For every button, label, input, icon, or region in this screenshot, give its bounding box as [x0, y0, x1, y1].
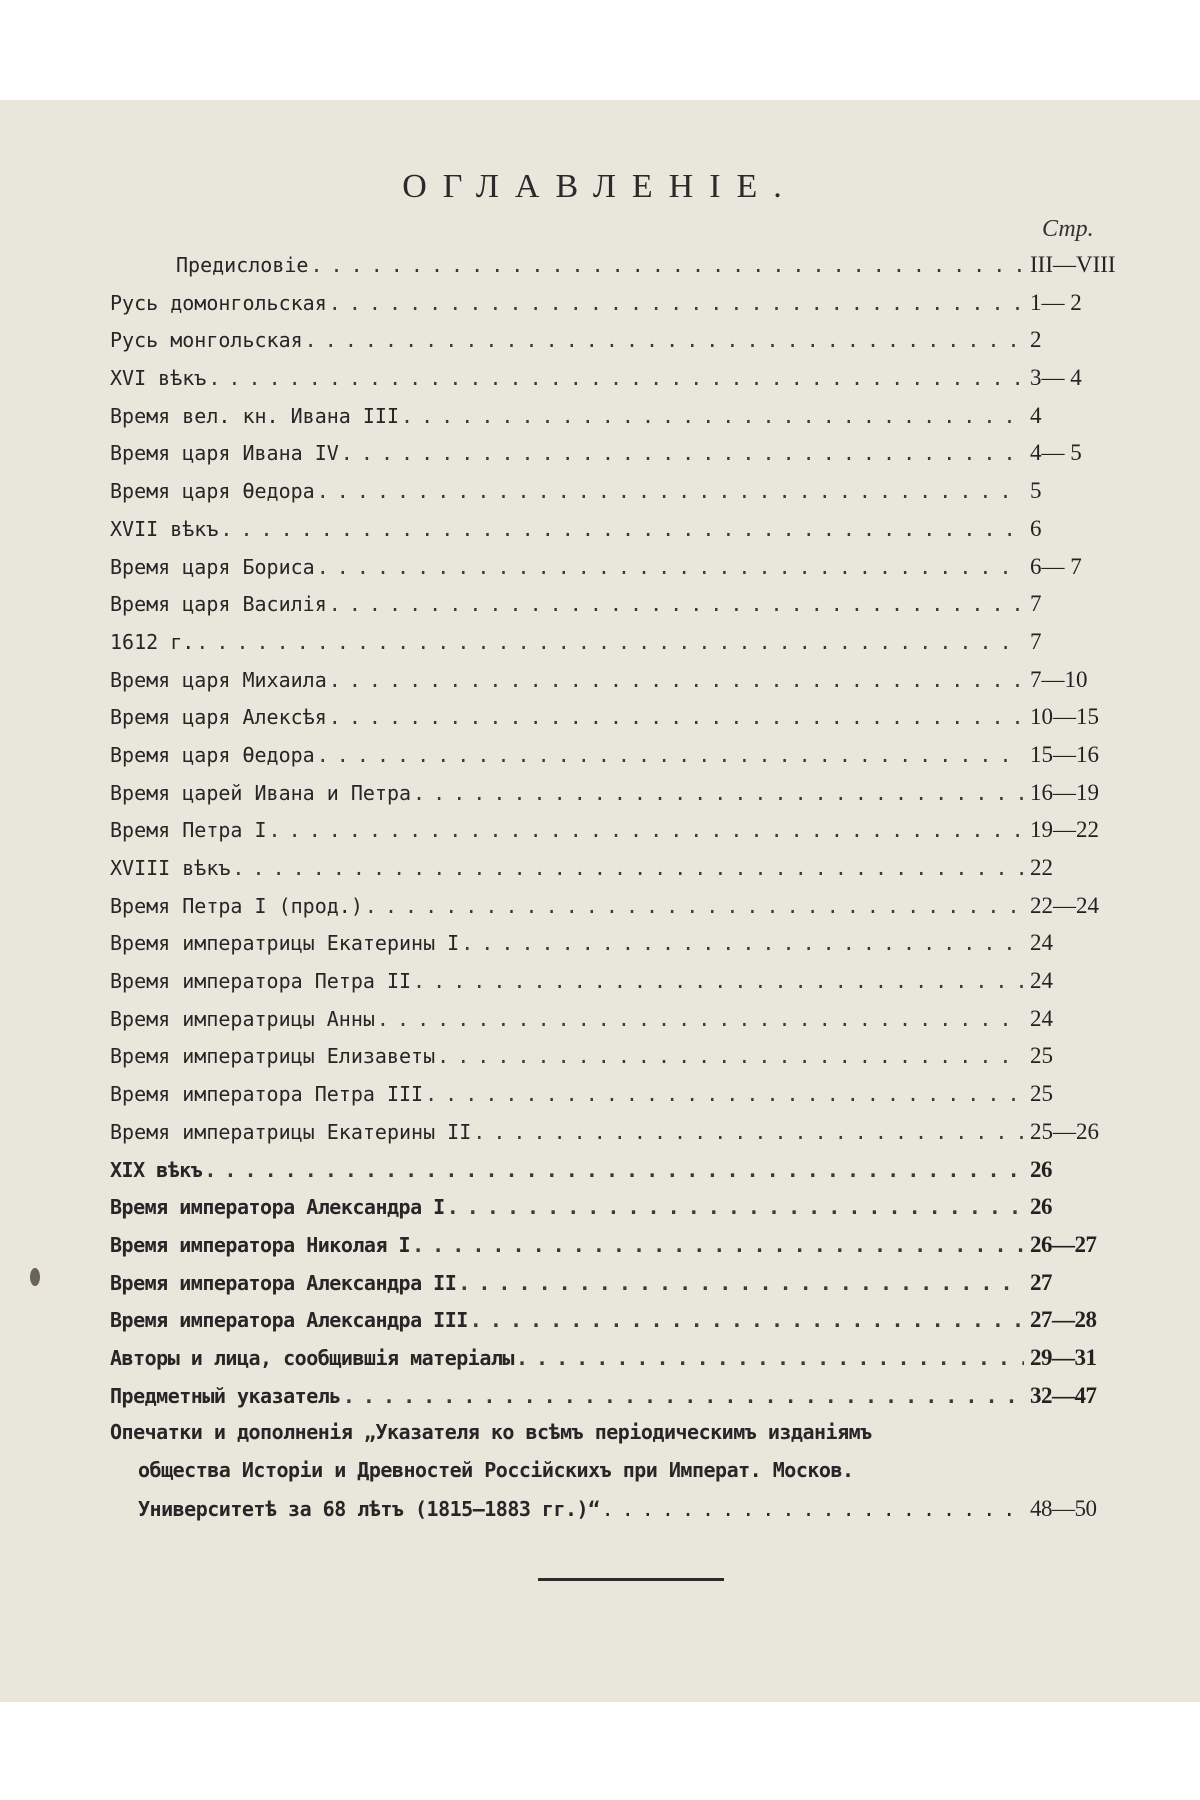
toc-entry: Время вел. кн. Ивана III . . . 4 — [110, 403, 1140, 441]
toc-entry: Время императора Петра III . . . 25 — [110, 1081, 1140, 1119]
errata-line-1: Опечатки и дополненiя „Указателя ко всѣмъ перiодическимъ изданiямъ — [110, 1420, 872, 1445]
toc-entry: Время императора Николая I . . . 26—27 — [110, 1232, 1140, 1270]
toc-entry: Время царя Василiя . . . 7 — [110, 591, 1140, 629]
toc-entry: Время императора Александра I . . . 26 — [110, 1194, 1140, 1232]
toc-entry: XVIII вѣкъ . . . 22 — [110, 855, 1140, 893]
toc-entry: XIX вѣкъ . . . 26 — [110, 1157, 1140, 1195]
toc-entry: Время царя Ивана IV . . . 4— 5 — [110, 440, 1140, 478]
closing-rule — [538, 1578, 724, 1581]
errata-line-3: Университетѣ за 68 лѣтъ (1815—1883 гг.)“ . . . 48—50 — [110, 1496, 1140, 1534]
toc-entry: Время императрицы Анны . . . 24 — [110, 1006, 1140, 1044]
table-of-contents — [110, 252, 1140, 1533]
toc-entry: Время императрицы Елизаветы . . . 25 — [110, 1043, 1140, 1081]
toc-entry: Предметный указатель . . . 32—47 — [110, 1383, 1140, 1421]
toc-entry: Предисловie . . . III—VIII — [110, 252, 1140, 290]
toc-entry: Время царя Михаила . . . 7—10 — [110, 667, 1140, 705]
toc-entry: Время императора Петра II . . . 24 — [110, 968, 1140, 1006]
errata-line-2: общества Исторiи и Древностей Россiйскихъ при Императ. Москов. — [138, 1458, 854, 1482]
toc-entry: Время царей Ивана и Петра . . . 16—19 — [110, 780, 1140, 818]
toc-entry: Авторы и лица, сообщившiя матерiалы . . . 29—31 — [110, 1345, 1140, 1383]
toc-entry: Время императора Александра III . . . 27—28 — [110, 1307, 1140, 1345]
toc-entry: Время царя Ѳедора . . . 15—16 — [110, 742, 1140, 780]
toc-entry: Русь монгольская . . . 2 — [110, 327, 1140, 365]
page-column-label: Стр. — [1042, 216, 1094, 242]
toc-entry: Время Петра I . . . 19—22 — [110, 817, 1140, 855]
page-title: ОГЛАВЛЕНIЕ. — [402, 168, 798, 205]
toc-entry: XVI вѣкъ . . . 3— 4 — [110, 365, 1140, 403]
toc-entry: Время императрицы Екатерины II . . . 25—26 — [110, 1119, 1140, 1157]
toc-entry: Время императрицы Екатерины I . . . 24 — [110, 930, 1140, 968]
toc-entry: Время императора Александра II . . . 27 — [110, 1270, 1140, 1308]
toc-entry: Время царя Ѳедора . . . 5 — [110, 478, 1140, 516]
toc-entry: Время Петра I (прод.) . . . 22—24 — [110, 893, 1140, 931]
toc-entry: Время царя Бориса . . . 6— 7 — [110, 554, 1140, 592]
toc-entry: XVII вѣкъ . . . 6 — [110, 516, 1140, 554]
toc-entry: Русь домонгольская . . . 1— 2 — [110, 290, 1140, 328]
toc-entry-errata — [110, 1420, 1140, 1533]
toc-entry: 1612 г. . . . 7 — [110, 629, 1140, 667]
toc-entry: Время царя Алексѣя . . . 10—15 — [110, 704, 1140, 742]
paper-stain — [30, 1268, 40, 1286]
